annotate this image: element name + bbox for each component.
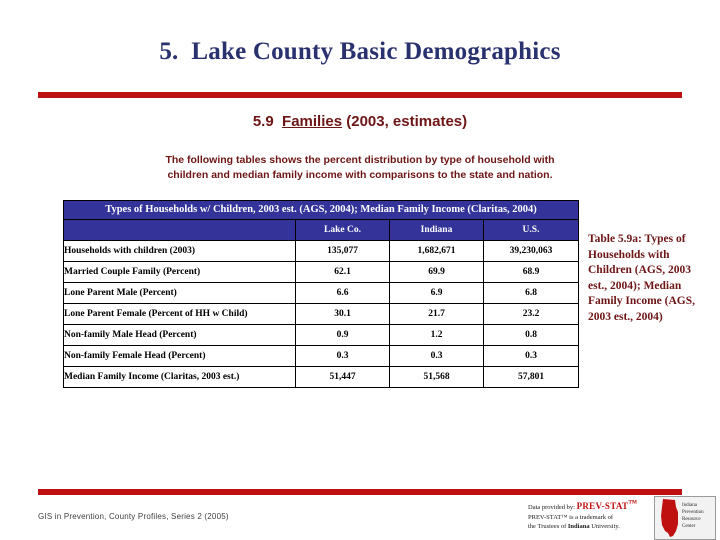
- subtitle-keyword: Families: [282, 113, 343, 130]
- description-text: [60, 153, 660, 183]
- cell-value: 23.2: [484, 304, 579, 325]
- footer-series-text: GIS in Prevention, County Profiles, Series 2 (2005): [38, 512, 229, 521]
- table-title: Types of Households w/ Children, 2003 est. (AGS, 2004); Median Family Income (Claritas, 2004): [64, 201, 579, 220]
- cell-value: 6.6: [296, 283, 390, 304]
- data-provided-line: [528, 498, 638, 511]
- row-label: Lone Parent Male (Percent): [64, 283, 296, 304]
- table-row: [64, 283, 579, 304]
- trademark-line-1: PREV-STAT™ is a trademark of: [528, 514, 614, 521]
- title-divider-rule: [38, 92, 682, 98]
- row-label: Married Couple Family (Percent): [64, 262, 296, 283]
- trademark-line-2-pre: the Trustees of: [528, 523, 568, 530]
- cell-value: 51,447: [296, 367, 390, 388]
- cell-value: 1.2: [390, 325, 484, 346]
- cell-value: 0.3: [390, 346, 484, 367]
- row-label: Median Family Income (Claritas, 2003 est.): [64, 367, 296, 388]
- subtitle-suffix: (2003, estimates): [342, 113, 468, 130]
- trademark-symbol: ™: [628, 498, 638, 508]
- cell-value: 0.3: [296, 346, 390, 367]
- cell-value: 6.9: [390, 283, 484, 304]
- column-header-lake-co: Lake Co.: [296, 220, 390, 241]
- cell-value: 39,230,063: [484, 241, 579, 262]
- description-line-1: The following tables shows the percent distribution by type of household with: [165, 154, 555, 166]
- row-label: Non-family Female Head (Percent): [64, 346, 296, 367]
- cell-value: 135,077: [296, 241, 390, 262]
- footer-logo-block: [528, 496, 714, 538]
- indiana-state-shape-icon: [657, 498, 681, 538]
- cell-value: 21.7: [390, 304, 484, 325]
- cell-value: 6.8: [484, 283, 579, 304]
- prevstat-brand: PREV-STAT: [576, 501, 629, 512]
- cell-value: 51,568: [390, 367, 484, 388]
- trademark-line-2-bold: Indiana: [567, 523, 590, 530]
- cell-value: 1,682,671: [390, 241, 484, 262]
- table-row: [64, 346, 579, 367]
- iprc-line-4: Center: [682, 524, 696, 529]
- iprc-logo-text: [682, 502, 704, 530]
- cell-value: 0.3: [484, 346, 579, 367]
- data-provided-label: Data provided by:: [528, 504, 577, 512]
- table-header-row: [64, 220, 579, 241]
- table-row: [64, 367, 579, 388]
- column-header-us: U.S.: [484, 220, 579, 241]
- cell-value: 69.9: [390, 262, 484, 283]
- table-row: [64, 262, 579, 283]
- iprc-line-1: Indiana: [682, 503, 697, 508]
- column-header-indiana: Indiana: [390, 220, 484, 241]
- iprc-line-3: Resource: [682, 517, 701, 522]
- row-label: Households with children (2003): [64, 241, 296, 262]
- trademark-line-2-post: University.: [589, 523, 620, 530]
- cell-value: 0.8: [484, 325, 579, 346]
- table-row: [64, 325, 579, 346]
- table-row: [64, 304, 579, 325]
- cell-value: 62.1: [296, 262, 390, 283]
- table-caption: Table 5.9a: Types of Households with Children (AGS, 2003 est., 2004); Median Family Income (AGS, 2003 est., 2004): [588, 233, 696, 323]
- page-title: 5. Lake County Basic Demographics: [159, 38, 561, 65]
- prevstat-trademark-notice: [528, 513, 620, 531]
- iprc-line-2: Prevention: [682, 510, 704, 515]
- column-header-blank: [64, 220, 296, 241]
- cell-value: 30.1: [296, 304, 390, 325]
- footer-divider-rule: [38, 489, 682, 495]
- subtitle-prefix: 5.9: [252, 113, 283, 130]
- trademark-line-2: [528, 522, 620, 531]
- cell-value: 0.9: [296, 325, 390, 346]
- row-label: Non-family Male Head (Percent): [64, 325, 296, 346]
- section-subtitle: [0, 113, 720, 130]
- cell-value: 68.9: [484, 262, 579, 283]
- table-row: [64, 241, 579, 262]
- cell-value: 57,801: [484, 367, 579, 388]
- table-title-row: [64, 201, 579, 220]
- description-line-2: children and median family income with comparisons to the state and nation.: [167, 169, 553, 181]
- iprc-logo: [654, 496, 716, 540]
- demographics-table: [63, 200, 579, 388]
- row-label: Lone Parent Female (Percent of HH w Child): [64, 304, 296, 325]
